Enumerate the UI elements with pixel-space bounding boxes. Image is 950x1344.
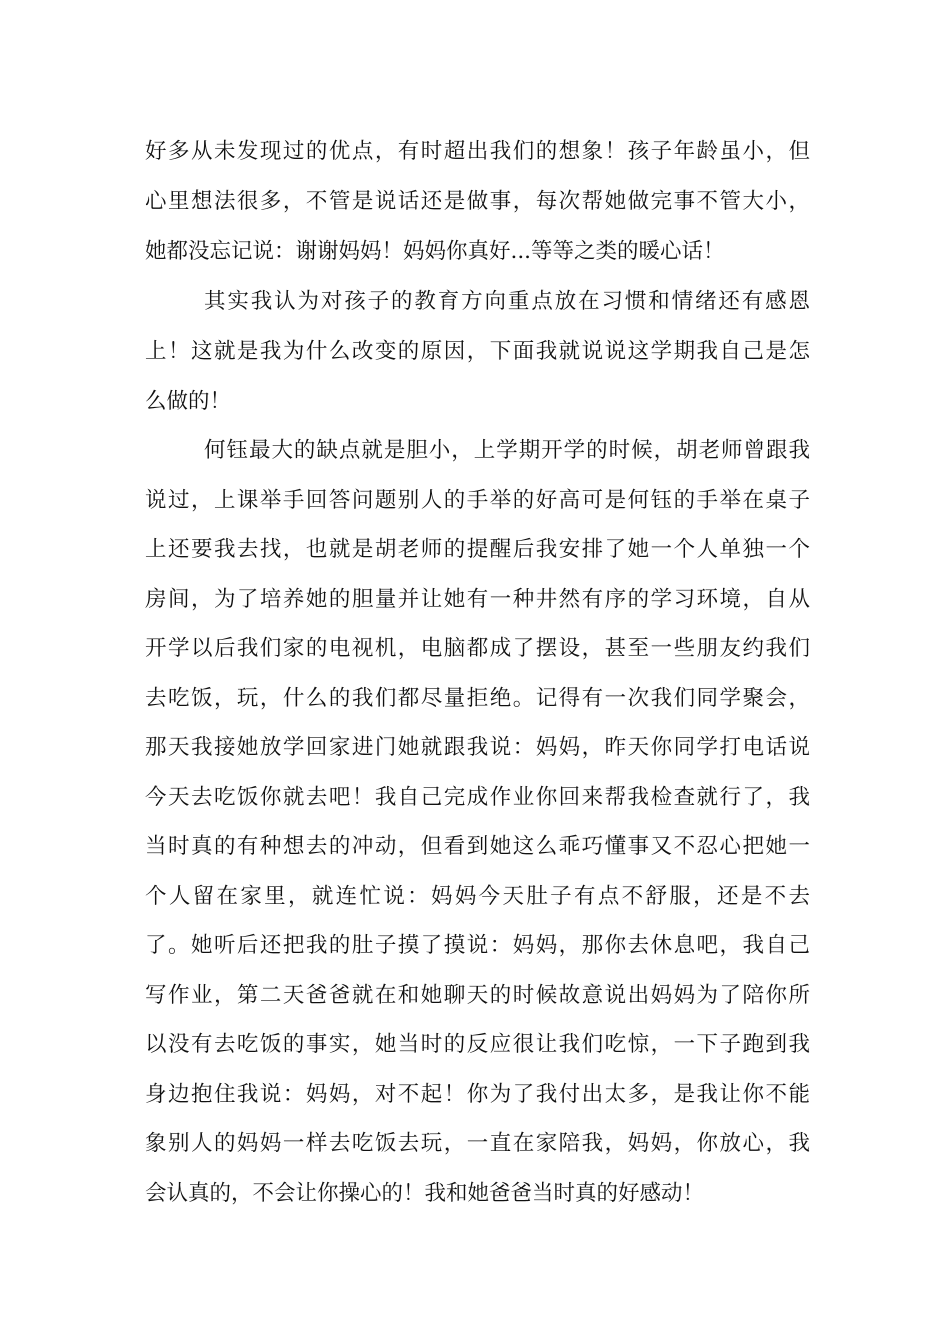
paragraph-1-line-2: 心里想法很多，不管是说话还是做事，每次帮她做完事不管大小， [145, 189, 810, 214]
paragraph-2-line-2: 上！这就是我为什么改变的原因，下面我就说说这学期我自己是怎 [145, 339, 810, 364]
paragraph-3-line-12: 写作业，第二天爸爸就在和她聊天的时候故意说出妈妈为了陪你所 [145, 983, 810, 1008]
paragraph-3-line-4: 房间，为了培养她的胆量并让她有一种井然有序的学习环境，自从 [145, 587, 810, 612]
paragraph-3-line-13: 以没有去吃饭的事实，她当时的反应很让我们吃惊，一下子跑到我 [145, 1032, 810, 1057]
paragraph-1-line-1: 好多从未发现过的优点，有时超出我们的想象！孩子年龄虽小，但 [145, 139, 810, 164]
paragraph-3-line-6: 去吃饭，玩，什么的我们都尽量拒绝。记得有一次我们同学聚会， [145, 686, 810, 711]
paragraph-3-line-14: 身边抱住我说：妈妈，对不起！你为了我付出太多，是我让你不能 [145, 1082, 810, 1107]
paragraph-3-line-1: 何钰最大的缺点就是胆小，上学期开学的时候，胡老师曾跟我 [204, 438, 810, 463]
paragraph-3-line-11: 了。她听后还把我的肚子摸了摸说：妈妈，那你去休息吧，我自己 [145, 933, 810, 958]
paragraph-2-line-1: 其实我认为对孩子的教育方向重点放在习惯和情绪还有感恩 [204, 289, 810, 314]
paragraph-3-line-15: 象别人的妈妈一样去吃饭去玩，一直在家陪我，妈妈，你放心，我 [145, 1131, 810, 1156]
paragraph-3-line-5: 开学以后我们家的电视机，电脑都成了摆设，甚至一些朋友约我们 [145, 636, 810, 661]
paragraph-3-line-16: 会认真的，不会让你操心的！我和她爸爸当时真的好感动！ [145, 1181, 705, 1206]
paragraph-3-line-2: 说过，上课举手回答问题别人的手举的好高可是何钰的手举在桌子 [145, 488, 810, 513]
paragraph-3-line-10: 个人留在家里，就连忙说：妈妈今天肚子有点不舒服，还是不去 [145, 884, 810, 909]
paragraph-3-line-8: 今天去吃饭你就去吧！我自己完成作业你回来帮我检查就行了，我 [145, 785, 810, 810]
paragraph-2-line-3: 么做的！ [145, 389, 232, 414]
paragraph-3-line-3: 上还要我去找，也就是胡老师的提醒后我安排了她一个人单独一个 [145, 537, 810, 562]
paragraph-3-line-7: 那天我接她放学回家进门她就跟我说：妈妈，昨天你同学打电话说 [145, 735, 810, 760]
paragraph-1-line-3: 她都没忘记说：谢谢妈妈！妈妈你真好...等等之类的暖心话！ [145, 239, 725, 264]
paragraph-3-line-9: 当时真的有种想去的冲动，但看到她这么乖巧懂事又不忍心把她一 [145, 834, 810, 859]
